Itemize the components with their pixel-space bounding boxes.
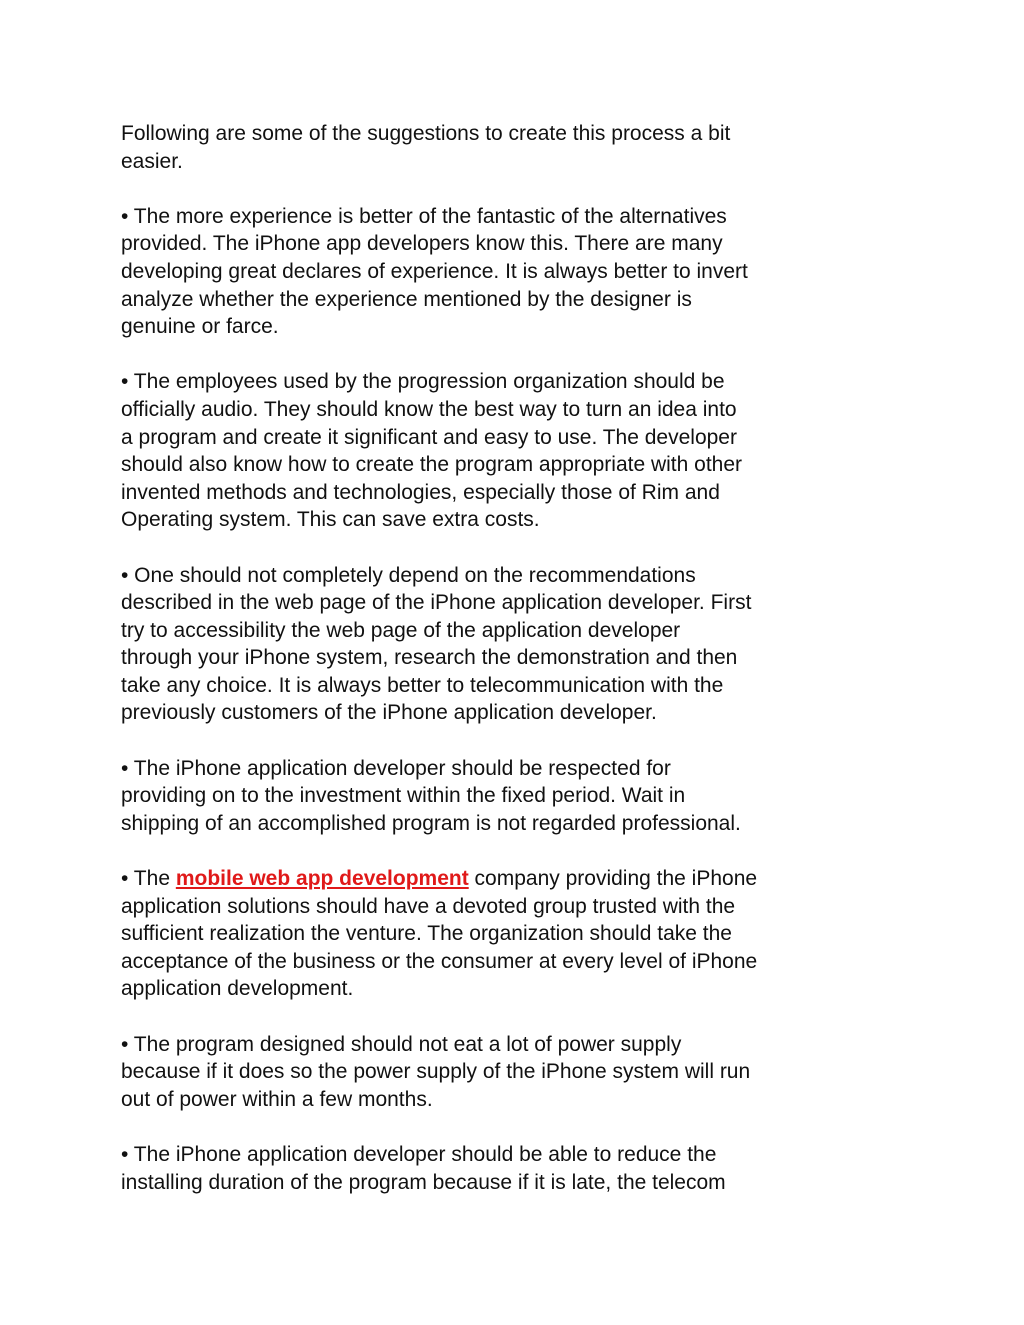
bullet-recommendations: • One should not completely depend on the recommendations described in the web page of the iPhone application developer. First try to accessibility the web page of the application developer through your iPhone system, research the demonstration and then take any choice. It is always better to telecommunication with the previously customers of the iPhone application developer. bbox=[121, 563, 752, 725]
bullet-employees: • The employees used by the progression organization should be officially audio. They should know the best way to turn an idea into a program and create it significant and easy to use. The developer should also know how to create the program appropriate with other invented methods and technologies, especially those of Rim and Operating system. This can save extra costs. bbox=[121, 370, 743, 532]
intro-paragraph: Following are some of the suggestions to create this process a bit easier. bbox=[121, 122, 731, 173]
bullet-investment: • The iPhone application developer should be respected for providing on to the investment within the fixed period. Wait in shipping of an accomplished program is not regarded professional. bbox=[121, 756, 741, 835]
document-page bbox=[121, 120, 911, 1224]
mobile-web-app-development-link[interactable]: mobile web app development bbox=[175, 867, 469, 891]
bullet-company-rest: company providing the iPhone application solutions should have a devoted group trusted with the sufficient realization the venture. The organization should take the acceptance of the business or the consumer at every level of iPhone application development. bbox=[121, 867, 758, 1001]
bullet-experience: • The more experience is better of the fantastic of the alternatives provided. The iPhone app developers know this. There are many developing great declares of experience. It is always better to invert analyze whether the experience mentioned by the designer is genuine or farce. bbox=[121, 204, 748, 339]
bullet-company-prefix: • The bbox=[121, 867, 176, 891]
bullet-installing: • The iPhone application developer should be able to reduce the installing duration of the program because if it is late, the telecom bbox=[121, 1142, 726, 1194]
bullet-company bbox=[121, 865, 911, 1003]
bullet-power: • The program designed should not eat a lot of power supply because if it does so the power supply of the iPhone system will run out of power within a few months. bbox=[121, 1032, 751, 1111]
